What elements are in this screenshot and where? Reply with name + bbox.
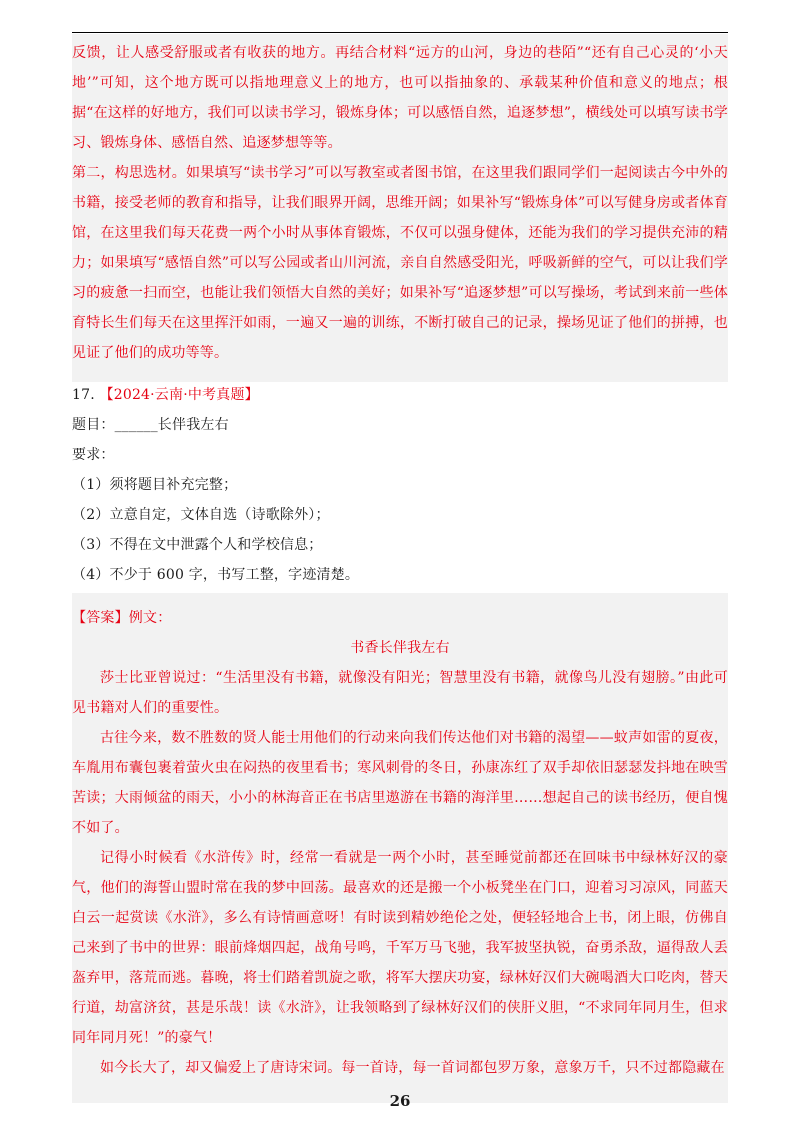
requirement-item: （3）不得在文中泄露个人和学校信息； [72, 537, 323, 553]
requirements-label: 要求： [72, 447, 115, 463]
answer-paragraph-1: 反馈，让人感受舒服或者有收获的地方。再结合材料“远方的山河，身边的巷陌”“还有自己心灵的‘小天地’”可知，这个地方既可以指地理意义上的地方，也可以指抽象的、承载某种价值和意义的地点；根据“在这样的好地方，我们可以读书学习，锻炼身体；可以感悟自然，追逐梦想”，横线处可以填写读书学习、锻炼身体、感悟自然、追逐梦想等等。 [72, 45, 728, 151]
answer-block-example [72, 593, 728, 1103]
question-source: 【2024·云南·中考真题】 [99, 387, 259, 403]
question-heading [72, 380, 728, 410]
page-number: 26 [389, 1092, 411, 1110]
requirement-item: （4）不少于 600 字，书写工整，字迹清楚。 [72, 567, 360, 583]
answer-label: 【答案】例文： [72, 610, 172, 626]
essay-paragraph: 记得小时候看《水浒传》时，经常一看就是一两个小时，甚至睡觉前都还在回味书中绿林好汉的豪气，他们的海誓山盟时常在我的梦中回荡。最喜欢的还是搬一个小板凳坐在门口，迎着习习凉风，同蓝天白云一起赏读《水浒》，多么有诗情画意呀！有时读到精妙绝伦之处，便轻轻地合上书，闭上眼，仿佛自己来到了书中的世界：眼前烽烟四起，战角号鸣，千军万马飞驰，我军披坚执锐，奋勇杀敌，逼得敌人丢盔弃甲，落荒而逃。暮晚，将士们踏着凯旋之歌，将军大摆庆功宴，绿林好汉们大碗喝酒大口吃肉，替天行道，劫富济贫，甚是乐哉！读《水浒》，让我领略到了绿林好汉们的侠肝义胆，“不求同年同月生，但求同年同月死！”的豪气！ [72, 850, 728, 1046]
requirement-item: （1）须将题目补充完整； [72, 477, 238, 493]
header-rule [72, 32, 728, 33]
question-number: 17. [72, 387, 95, 403]
essay-paragraph: 莎士比亚曾说过：“生活里没有书籍，就像没有阳光；智慧里没有书籍，就像鸟儿没有翅膀。”由此可见书籍对人们的重要性。 [72, 670, 728, 716]
question-17 [72, 380, 728, 590]
essay-title: 书香长伴我左右 [350, 640, 450, 656]
answer-paragraph-2: 第二，构思选材。如果填写“读书学习”可以写教室或者图书馆，在这里我们跟同学们一起阅读古今中外的书籍，接受老师的教育和指导，让我们眼界开阔，思维开阔；如果补写“锻炼身体”可以写健身房或者体育馆，在这里我们每天花费一两个小时从事体育锻炼，不仅可以强身健体，还能为我们的学习提供充沛的精力；如果填写“感悟自然”可以写公园或者山川河流，亲自自然感受阳光，呼吸新鲜的空气，可以让我们学习的疲惫一扫而空，也能让我们领悟大自然的美好；如果补写“追逐梦想”可以写操场，考试到来前一些体育特长生们每天在这里挥汗如雨，一遍又一遍的训练，不断打破自己的记录，操场见证了他们的拼搏，也见证了他们的成功等等。 [72, 165, 728, 361]
answer-block-continued [72, 34, 728, 382]
requirement-item: （2）立意自定，文体自选（诗歌除外）； [72, 507, 330, 523]
essay-paragraph: 古往今来，数不胜数的贤人能士用他们的行动来向我们传达他们对书籍的渴望——蚊声如雷的夏夜，车胤用布囊包裹着萤火虫在闷热的夜里看书；寒风刺骨的冬日，孙康冻红了双手却依旧瑟瑟发抖地在映雪苦读；大雨倾盆的雨天，小小的林海音正在书店里遨游在书籍的海洋里……想起自己的读书经历，便自愧不如了。 [72, 730, 728, 836]
question-title-line: 题目：______长伴我左右 [72, 417, 229, 433]
essay-paragraph: 如今长大了，却又偏爱上了唐诗宋词。每一首诗，每一首词都包罗万象，意象万千，只不过都隐藏在 [100, 1060, 725, 1076]
